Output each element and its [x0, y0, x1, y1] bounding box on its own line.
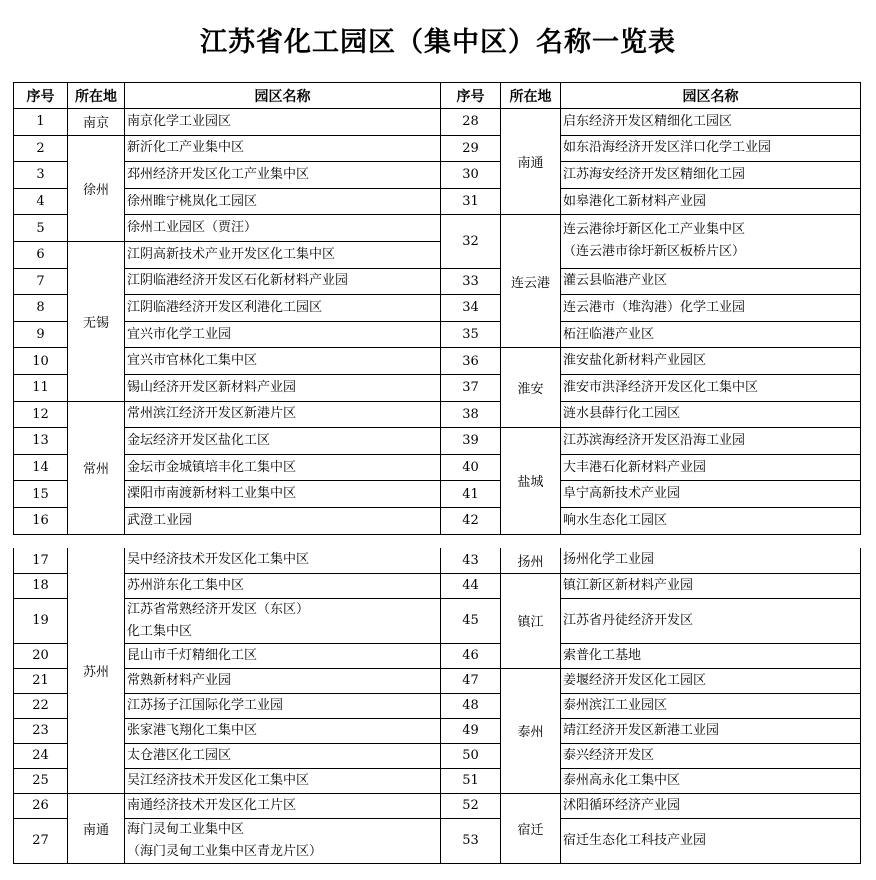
location-cell: 苏州 [68, 548, 125, 793]
row-number: 28 [441, 109, 501, 136]
park-name: 昆山市千灯精细化工区 [125, 643, 441, 668]
table-row [14, 321, 861, 348]
park-name: 新沂化工产业集中区 [125, 135, 441, 162]
row-number: 24 [14, 743, 68, 768]
row-number: 32 [441, 215, 501, 268]
table-row [14, 481, 861, 508]
park-name: 江阴临港经济开发区石化新材料产业园 [125, 268, 441, 295]
park-name: 涟水县薛行化工园区 [561, 401, 861, 428]
row-number: 11 [14, 374, 68, 401]
park-name: 启东经济开发区精细化工园区 [561, 109, 861, 136]
park-name: 镇江新区新材料产业园 [561, 573, 861, 598]
table-row [14, 643, 861, 668]
table-row [14, 693, 861, 718]
header-no: 序号 [441, 83, 501, 109]
row-number: 47 [441, 668, 501, 693]
location-cell: 连云港 [501, 215, 561, 348]
table-row [14, 743, 861, 768]
park-name: 淮安市洪泽经济开发区化工集中区 [561, 374, 861, 401]
park-name: 江阴临港经济开发区利港化工园区 [125, 295, 441, 322]
table-row [14, 428, 861, 455]
row-number: 48 [441, 693, 501, 718]
park-name: 泰州滨江工业园区 [561, 693, 861, 718]
row-number: 46 [441, 643, 501, 668]
table-row [14, 348, 861, 375]
park-name: 邳州经济开发区化工产业集中区 [125, 162, 441, 189]
row-number: 52 [441, 793, 501, 818]
row-number: 50 [441, 743, 501, 768]
row-number: 42 [441, 507, 501, 534]
location-cell: 无锡 [68, 241, 125, 401]
park-name: 淮安盐化新材料产业园区 [561, 348, 861, 375]
location-cell: 扬州 [501, 548, 561, 573]
park-name: 宜兴市官林化工集中区 [125, 348, 441, 375]
row-number: 6 [14, 241, 68, 268]
row-number: 33 [441, 268, 501, 295]
park-name: 泰州高永化工集中区 [561, 768, 861, 793]
row-number: 26 [14, 793, 68, 818]
park-name: 宿迁生态化工科技产业园 [561, 818, 861, 863]
park-name: 大丰港石化新材料产业园 [561, 454, 861, 481]
park-name: 响水生态化工园区 [561, 507, 861, 534]
row-number: 18 [14, 573, 68, 598]
table-row [14, 548, 861, 573]
table-header-row [14, 83, 861, 109]
row-number: 34 [441, 295, 501, 322]
table-row [14, 768, 861, 793]
row-number: 29 [441, 135, 501, 162]
location-cell: 泰州 [501, 668, 561, 793]
location-cell: 盐城 [501, 428, 561, 534]
park-name: 索普化工基地 [561, 643, 861, 668]
row-number: 40 [441, 454, 501, 481]
parks-table-top [13, 82, 861, 535]
park-name: 柘汪临港产业区 [561, 321, 861, 348]
row-number: 44 [441, 573, 501, 598]
park-name: 江苏扬子江国际化学工业园 [125, 693, 441, 718]
park-name: 常熟新材料产业园 [125, 668, 441, 693]
row-number: 23 [14, 718, 68, 743]
row-number: 19 [14, 598, 68, 643]
park-name: 姜堰经济开发区化工园区 [561, 668, 861, 693]
header-name: 园区名称 [125, 83, 441, 109]
row-number: 2 [14, 135, 68, 162]
park-name: 徐州睢宁桃岚化工园区 [125, 188, 441, 215]
row-number: 13 [14, 428, 68, 455]
header-no: 序号 [14, 83, 68, 109]
park-name: 溧阳市南渡新材料工业集中区 [125, 481, 441, 508]
parks-table-bottom [13, 548, 861, 864]
location-cell: 常州 [68, 401, 125, 534]
park-name: 吴江经济技术开发区化工集中区 [125, 768, 441, 793]
park-name: 泰兴经济开发区 [561, 743, 861, 768]
row-number: 21 [14, 668, 68, 693]
table-row [14, 818, 861, 863]
row-number: 36 [441, 348, 501, 375]
park-name: 南京化学工业园区 [125, 109, 441, 136]
table-row [14, 188, 861, 215]
row-number: 30 [441, 162, 501, 189]
table-row [14, 507, 861, 534]
park-name: 江苏海安经济开发区精细化工园 [561, 162, 861, 189]
location-cell: 镇江 [501, 573, 561, 668]
park-name: 阜宁高新技术产业园 [561, 481, 861, 508]
header-city: 所在地 [501, 83, 561, 109]
row-number: 49 [441, 718, 501, 743]
park-name: 金坛经济开发区盐化工区 [125, 428, 441, 455]
park-name: 苏州浒东化工集中区 [125, 573, 441, 598]
park-name: 江苏省丹徒经济开发区 [561, 598, 861, 643]
park-name: 靖江经济开发区新港工业园 [561, 718, 861, 743]
row-number: 27 [14, 818, 68, 863]
row-number: 5 [14, 215, 68, 242]
row-number: 39 [441, 428, 501, 455]
row-number: 22 [14, 693, 68, 718]
table-row [14, 793, 861, 818]
page-title: 江苏省化工园区（集中区）名称一览表 [200, 27, 676, 58]
park-name: 太仓港区化工园区 [125, 743, 441, 768]
row-number: 16 [14, 507, 68, 534]
park-name: 灌云县临港产业区 [561, 268, 861, 295]
park-name: 如皋港化工新材料产业园 [561, 188, 861, 215]
row-number: 1 [14, 109, 68, 136]
park-name: 海门灵甸工业集中区 （海门灵甸工业集中区青龙片区） [125, 818, 441, 863]
table-row [14, 598, 861, 643]
park-name: 连云港徐圩新区化工产业集中区 （连云港市徐圩新区板桥片区） [561, 215, 861, 268]
location-cell: 宿迁 [501, 793, 561, 863]
row-number: 38 [441, 401, 501, 428]
park-name: 金坛市金城镇培丰化工集中区 [125, 454, 441, 481]
row-number: 20 [14, 643, 68, 668]
table-row [14, 401, 861, 428]
row-number: 8 [14, 295, 68, 322]
table-row [14, 295, 861, 322]
row-number: 51 [441, 768, 501, 793]
location-cell: 南通 [68, 793, 125, 863]
park-name: 宜兴市化学工业园 [125, 321, 441, 348]
park-name: 武澄工业园 [125, 507, 441, 534]
table-row [14, 668, 861, 693]
location-cell: 南京 [68, 109, 125, 136]
table-row [14, 374, 861, 401]
row-number: 4 [14, 188, 68, 215]
park-name: 江苏省常熟经济开发区（东区） 化工集中区 [125, 598, 441, 643]
park-name: 江阴高新技术产业开发区化工集中区 [125, 241, 441, 268]
park-name: 江苏滨海经济开发区沿海工业园 [561, 428, 861, 455]
row-number: 12 [14, 401, 68, 428]
row-number: 53 [441, 818, 501, 863]
table-row [14, 162, 861, 189]
row-number: 43 [441, 548, 501, 573]
header-name: 园区名称 [561, 83, 861, 109]
table-row [14, 573, 861, 598]
table-row [14, 268, 861, 295]
park-name: 如东沿海经济开发区洋口化学工业园 [561, 135, 861, 162]
row-number: 7 [14, 268, 68, 295]
row-number: 25 [14, 768, 68, 793]
table-row [14, 215, 861, 242]
table-row [14, 718, 861, 743]
table-row [14, 135, 861, 162]
park-name: 徐州工业园区（贾汪） [125, 215, 441, 242]
park-name: 南通经济技术开发区化工片区 [125, 793, 441, 818]
park-name: 连云港市（堆沟港）化学工业园 [561, 295, 861, 322]
location-cell: 南通 [501, 109, 561, 215]
park-name: 沭阳循环经济产业园 [561, 793, 861, 818]
park-name: 锡山经济开发区新材料产业园 [125, 374, 441, 401]
row-number: 45 [441, 598, 501, 643]
row-number: 41 [441, 481, 501, 508]
row-number: 3 [14, 162, 68, 189]
row-number: 9 [14, 321, 68, 348]
table-row [14, 109, 861, 136]
table-row [14, 454, 861, 481]
row-number: 17 [14, 548, 68, 573]
park-name: 常州滨江经济开发区新港片区 [125, 401, 441, 428]
row-number: 35 [441, 321, 501, 348]
location-cell: 徐州 [68, 135, 125, 241]
row-number: 37 [441, 374, 501, 401]
park-name: 张家港飞翔化工集中区 [125, 718, 441, 743]
location-cell: 淮安 [501, 348, 561, 428]
header-city: 所在地 [68, 83, 125, 109]
park-name: 吴中经济技术开发区化工集中区 [125, 548, 441, 573]
row-number: 14 [14, 454, 68, 481]
row-number: 10 [14, 348, 68, 375]
row-number: 15 [14, 481, 68, 508]
park-name: 扬州化学工业园 [561, 548, 861, 573]
row-number: 31 [441, 188, 501, 215]
